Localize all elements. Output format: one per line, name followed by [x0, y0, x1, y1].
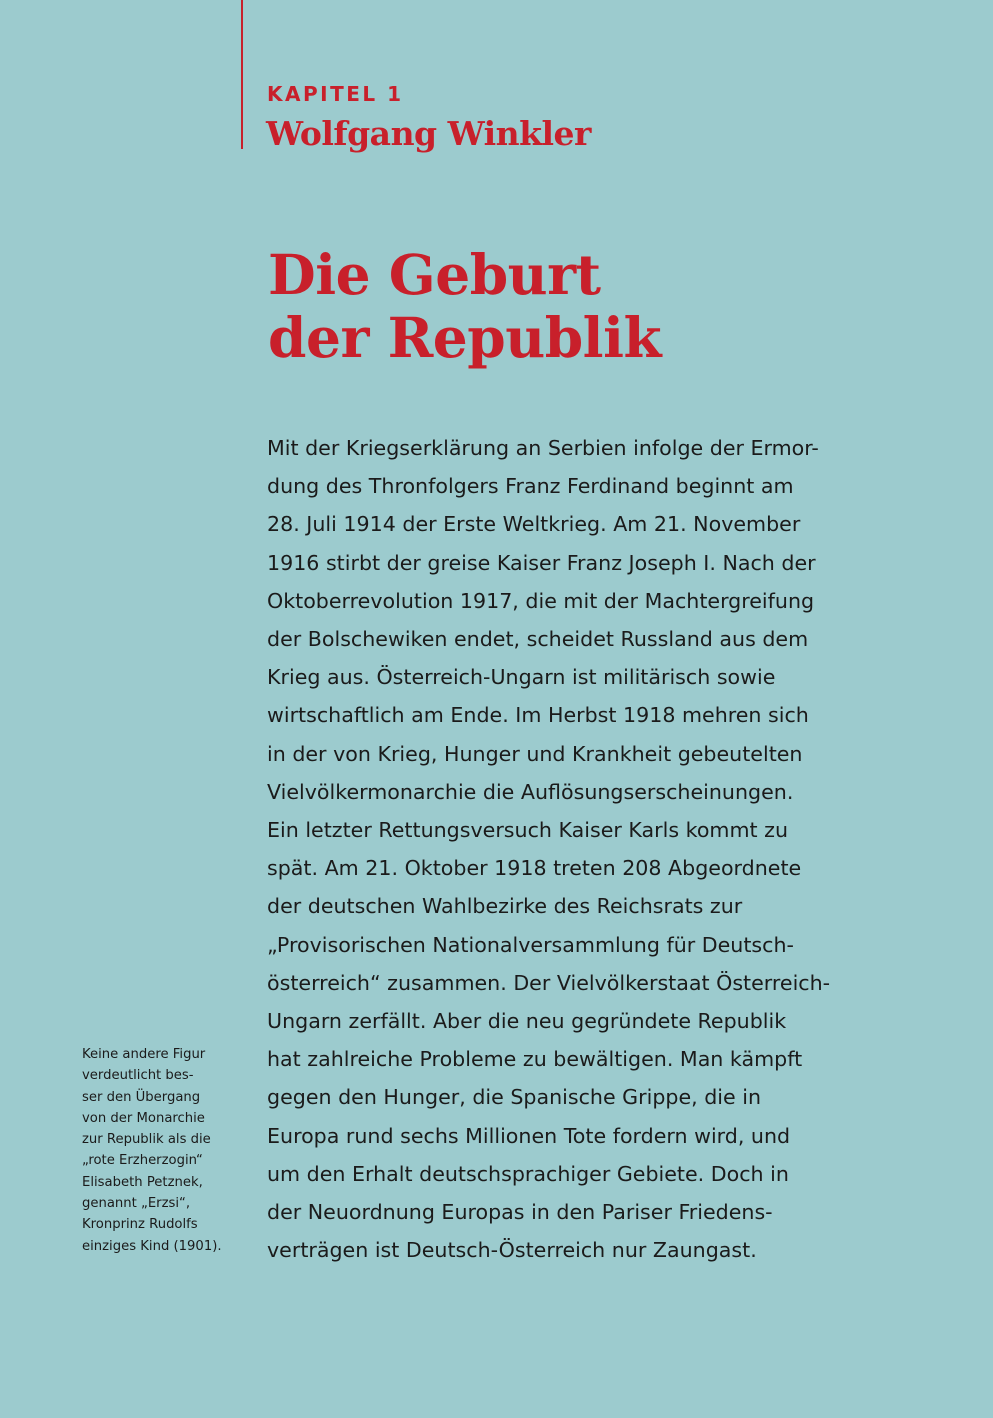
- body-line: Ein letzter Rettungsversuch Kaiser Karls kommt zu: [267, 818, 789, 843]
- caption-line: Elisabeth Petznek,: [82, 1174, 203, 1190]
- chapter-title: [268, 243, 661, 369]
- caption-line: „rote Erzherzogin“: [82, 1153, 203, 1169]
- body-line: hat zahlreiche Probleme zu bewältigen. Man kämpft: [267, 1047, 803, 1072]
- chapter-divider-rule: [241, 0, 243, 149]
- body-line: wirtschaftlich am Ende. Im Herbst 1918 mehren sich: [267, 703, 809, 728]
- caption-line: verdeutlicht bes-: [82, 1068, 194, 1084]
- caption-line: genannt „Erzsi“,: [82, 1196, 191, 1212]
- body-line: der Neuordnung Europas in den Pariser Friedens-: [267, 1200, 773, 1225]
- body-line: Krieg aus. Österreich-Ungarn ist militärisch sowie: [267, 665, 776, 690]
- body-line: Oktoberrevolution 1917, die mit der Machtergreifung: [267, 588, 815, 613]
- body-line: „Provisorischen Nationalversammlung für Deutsch-: [267, 932, 794, 957]
- caption-line: von der Monarchie: [82, 1110, 205, 1126]
- body-line: Mit der Kriegserklärung an Serbien infolge der Ermor-: [267, 436, 819, 460]
- body-line: der deutschen Wahlbezirke des Reichsrats zur: [267, 894, 743, 919]
- body-line: Ungarn zerfällt. Aber die neu gegründete Republik: [267, 1009, 787, 1034]
- body-line: gegen den Hunger, die Spanische Grippe, die in: [267, 1085, 762, 1110]
- caption-line: zur Republik als die: [82, 1132, 211, 1148]
- caption-line: Kronprinz Rudolfs: [82, 1217, 198, 1233]
- body-line: österreich“ zusammen. Der Vielvölkerstaat Österreich-: [267, 970, 831, 995]
- body-line: 28. Juli 1914 der Erste Weltkrieg. Am 21. November: [267, 512, 801, 537]
- body-line: der Bolschewiken endet, scheidet Russland aus dem: [267, 627, 809, 652]
- caption-line: einziges Kind (1901).: [82, 1238, 222, 1254]
- margin-caption: [82, 1044, 252, 1257]
- chapter-title-line: der Republik: [268, 305, 662, 370]
- chapter-label: KAPITEL 1: [267, 82, 404, 106]
- caption-line: ser den Übergang: [82, 1089, 201, 1105]
- body-line: in der von Krieg, Hunger und Krankheit gebeutelten: [267, 741, 803, 766]
- body-line: 1916 stirbt der greise Kaiser Franz Joseph I. Nach der: [267, 550, 816, 575]
- body-line: verträgen ist Deutsch-Österreich nur Zaungast.: [267, 1238, 757, 1263]
- body-line: dung des Thronfolgers Franz Ferdinand beginnt am: [267, 474, 794, 499]
- body-paragraph: [267, 429, 957, 1269]
- body-line: um den Erhalt deutschsprachiger Gebiete. Doch in: [267, 1161, 789, 1186]
- caption-line: Keine andere Figur: [82, 1047, 206, 1062]
- body-line: Vielvölkermonarchie die Auflösungserscheinungen.: [267, 779, 794, 804]
- chapter-title-line: Die Geburt: [268, 242, 601, 307]
- body-line: spät. Am 21. Oktober 1918 treten 208 Abgeordnete: [267, 856, 802, 881]
- body-line: Europa rund sechs Millionen Tote fordern wird, und: [267, 1123, 791, 1148]
- chapter-author: Wolfgang Winkler: [266, 114, 591, 153]
